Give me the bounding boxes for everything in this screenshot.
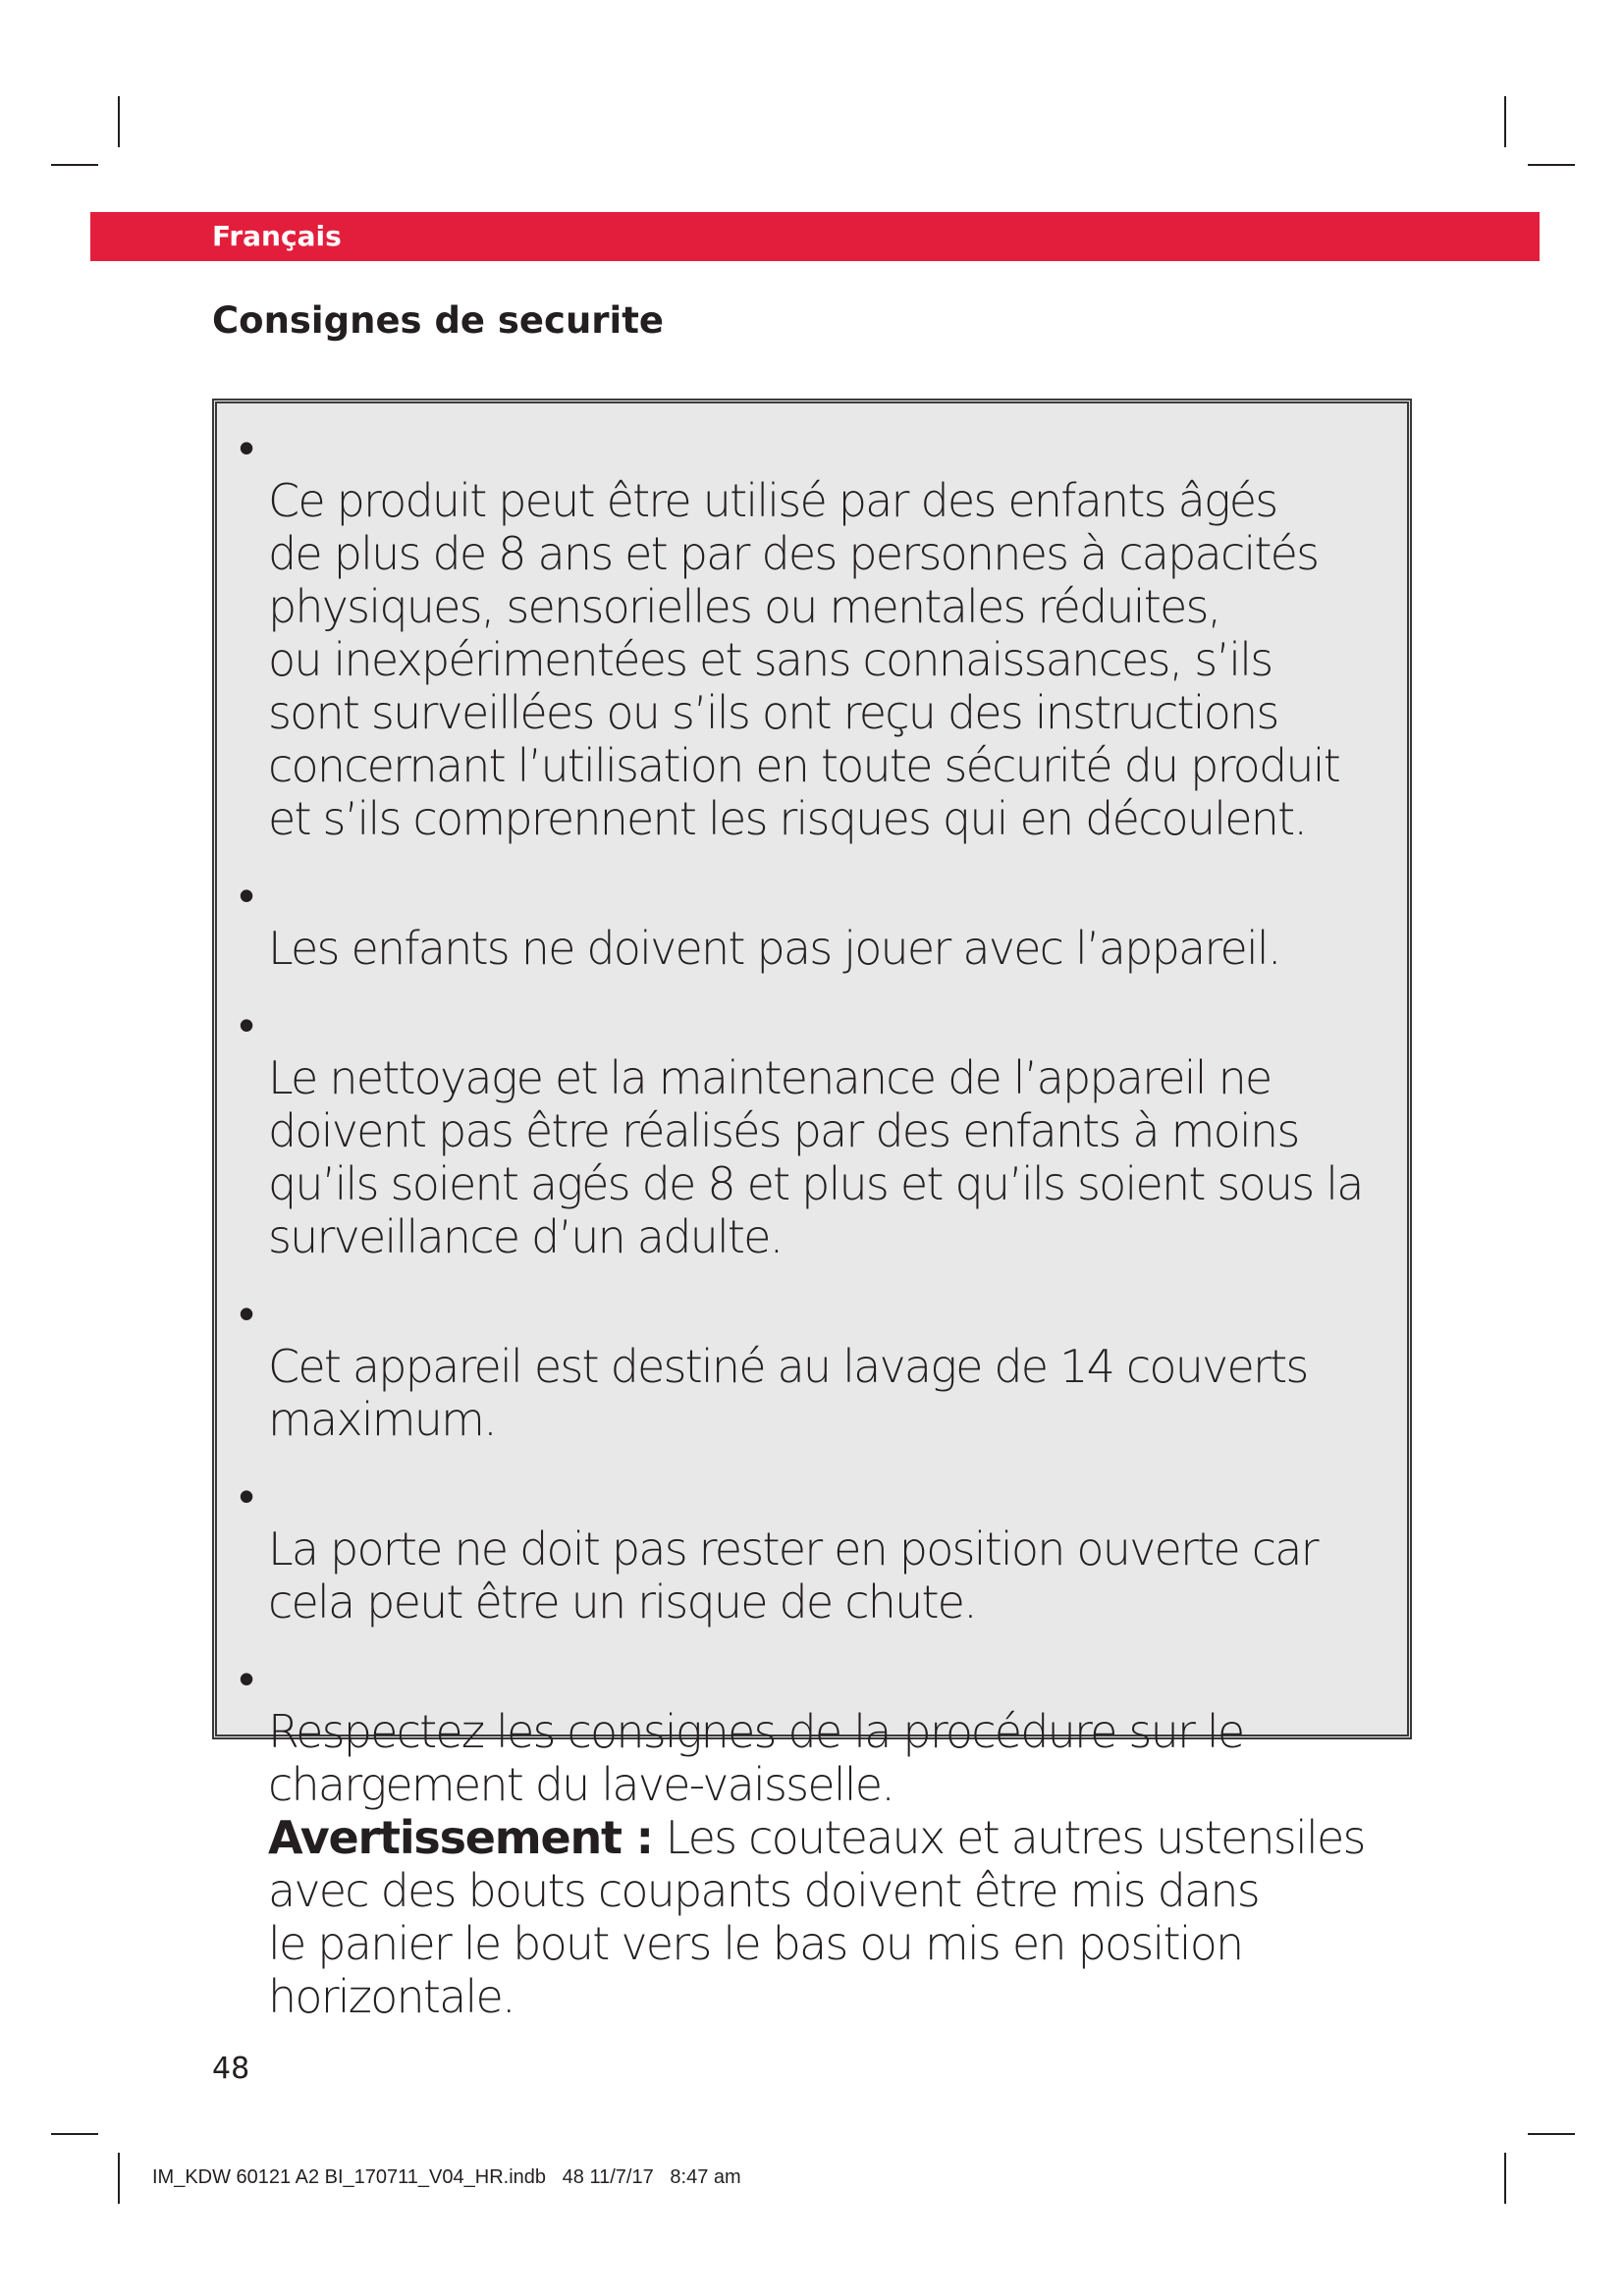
language-label: Français — [212, 220, 342, 252]
list-item — [239, 1287, 1397, 1446]
bullet-icon: • — [239, 998, 253, 1051]
bullet-icon: • — [239, 1652, 253, 1705]
safety-item-text: La porte ne doit pas rester en position ouverte car cela peut être un risque de chute. — [268, 1522, 1318, 1629]
language-bar — [90, 212, 1540, 261]
list-item — [239, 869, 1397, 975]
bullet-icon: • — [239, 1287, 253, 1340]
crop-mark — [1504, 96, 1506, 147]
crop-mark — [1528, 164, 1575, 166]
warning-text: Les couteaux et autres ustensiles avec des bouts coupants doivent être mis dans le panier le bout vers le bas ou mis en position horizontale. — [268, 1811, 1365, 2023]
bullet-icon: • — [239, 1469, 253, 1522]
safety-item-text: Cet appareil est destiné au lavage de 14 couverts maximum. — [268, 1340, 1308, 1446]
warning-note — [268, 1811, 1397, 2023]
crop-mark — [1528, 2133, 1575, 2135]
safety-item-text: Les enfants ne doivent pas jouer avec l’appareil. — [268, 922, 1280, 975]
list-item — [239, 1652, 1397, 2076]
crop-mark — [51, 2133, 98, 2135]
crop-mark — [1504, 2153, 1506, 2204]
safety-instructions-box — [212, 399, 1412, 2023]
bullet-icon: • — [239, 421, 253, 474]
page-number: 48 — [212, 2052, 250, 2086]
crop-mark — [118, 2153, 120, 2204]
list-item — [239, 1469, 1397, 1629]
warning-label: Avertissement : — [268, 1811, 653, 1864]
safety-item-text: Respectez les consignes de la procédure sur le chargement du lave-vaisselle. — [268, 1705, 1244, 1811]
list-item — [239, 421, 1397, 845]
safety-item-text: Le nettoyage et la maintenance de l’appareil ne doivent pas être réalisés par des enfants à moins qu’ils soient agés de 8 et plus et qu’ils soient sous la surveillance d’un adulte. — [268, 1051, 1363, 1263]
crop-mark — [118, 96, 120, 147]
safety-list — [217, 403, 1407, 2076]
section-title: Consignes de securite — [212, 299, 665, 342]
safety-item-text: Ce produit peut être utilisé par des enfants âgés de plus de 8 ans et par des personnes à capacités physiques, sensorielles ou mentales réduites, ou inexpérimentées et sans connaissances, s’ils sont surveillées ou s’ils ont reçu des instructions concernant l’utilisation en toute sécurité du produit et s’ils comprennent les risques qui en découlent. — [268, 474, 1339, 845]
bullet-icon: • — [239, 869, 253, 922]
print-slug: IM_KDW 60121 A2 BI_170711_V04_HR.indb 48 11/7/17 8:47 am — [152, 2166, 741, 2188]
crop-mark — [51, 164, 98, 166]
list-item — [239, 998, 1397, 1263]
